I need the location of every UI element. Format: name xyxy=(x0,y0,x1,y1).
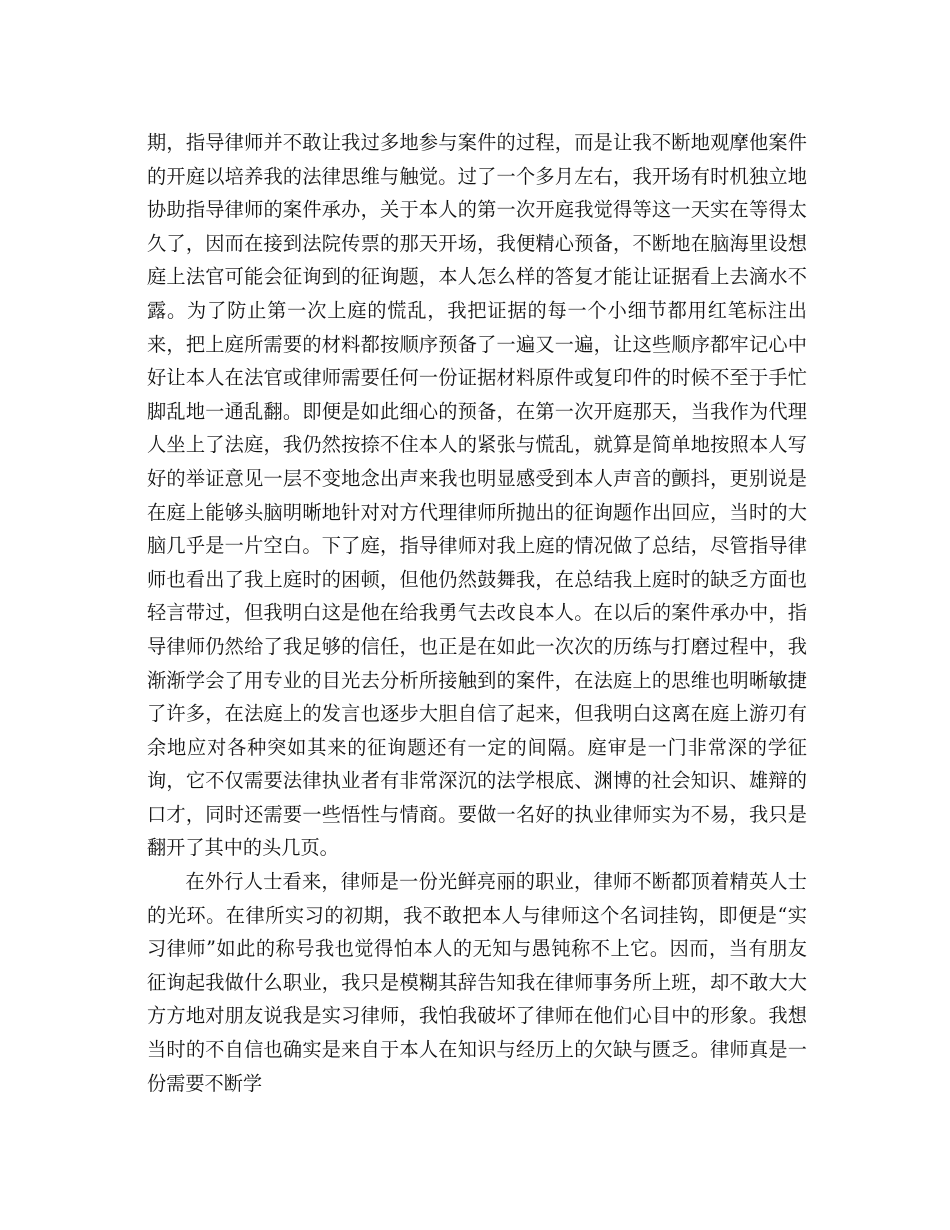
paragraph-2: 在外行人士看来，律师是一份光鲜亮丽的职业，律师不断都顶着精英人士的光环。在律所实习的初期，我不敢把本人与律师这个名词挂钩，即便是“实习律师”如此的称号我也觉得怕本人的无知与愚钝称不上它。因而，当有朋友征询起我做什么职业，我只是模糊其辞告知我在律师事务所上班，却不敢大大方方地对朋友说我是实习律师，我怕我破坏了律师在他们心目中的形象。我想当时的不自信也确实是来自于本人在知识与经历上的欠缺与匮乏。律师真是一份需要不断学 xyxy=(147,870,807,1095)
document-body xyxy=(147,126,807,1100)
paragraph-1: 期，指导律师并不敢让我过多地参与案件的过程，而是让我不断地观摩他案件的开庭以培养我的法律思维与触觉。过了一个多月左右，我开场有时机独立地协助指导律师的案件承办，关于本人的第一次开庭我觉得等这一天实在等得太久了，因而在接到法院传票的那天开场，我便精心预备，不断地在脑海里设想庭上法官可能会征询到的征询题，本人怎么样的答复才能让证据看上去滴水不露。为了防止第一次上庭的慌乱，我把证据的每一个小细节都用红笔标注出来，把上庭所需要的材料都按顺序预备了一遍又一遍，让这些顺序都牢记心中好让本人在法官或律师需要任何一份证据材料原件或复印件的时候不至于手忙脚乱地一通乱翻。即便是如此细心的预备，在第一次开庭那天，当我作为代理人坐上了法庭，我仍然按捺不住本人的紧张与慌乱，就算是简单地按照本人写好的举证意见一层不变地念出声来我也明显感受到本人声音的颤抖，更别说是在庭上能够头脑明晰地针对对方代理律师所抛出的征询题作出回应，当时的大脑几乎是一片空白。下了庭，指导律师对我上庭的情况做了总结，尽管指导律师也看出了我上庭时的困顿，但他仍然鼓舞我，在总结我上庭时的缺乏方面也轻言带过，但我明白这是他在给我勇气去改良本人。在以后的案件承办中，指导律师仍然给了我足够的信任，也正是在如此一次次的历练与打磨过程中，我渐渐学会了用专业的目光去分析所接触到的案件，在法庭上的思维也明晰敏捷了许多，在法庭上的发言也逐步大胆自信了起来，但我明白这离在庭上游刃有余地应对各种突如其来的征询题还有一定的间隔。庭审是一门非常深的学征询，它不仅需要法律执业者有非常深沉的法学根底、渊博的社会知识、雄辩的口才，同时还需要一些悟性与情商。要做一名好的执业律师实为不易，我只是翻开了其中的头几页。 xyxy=(147,131,807,860)
